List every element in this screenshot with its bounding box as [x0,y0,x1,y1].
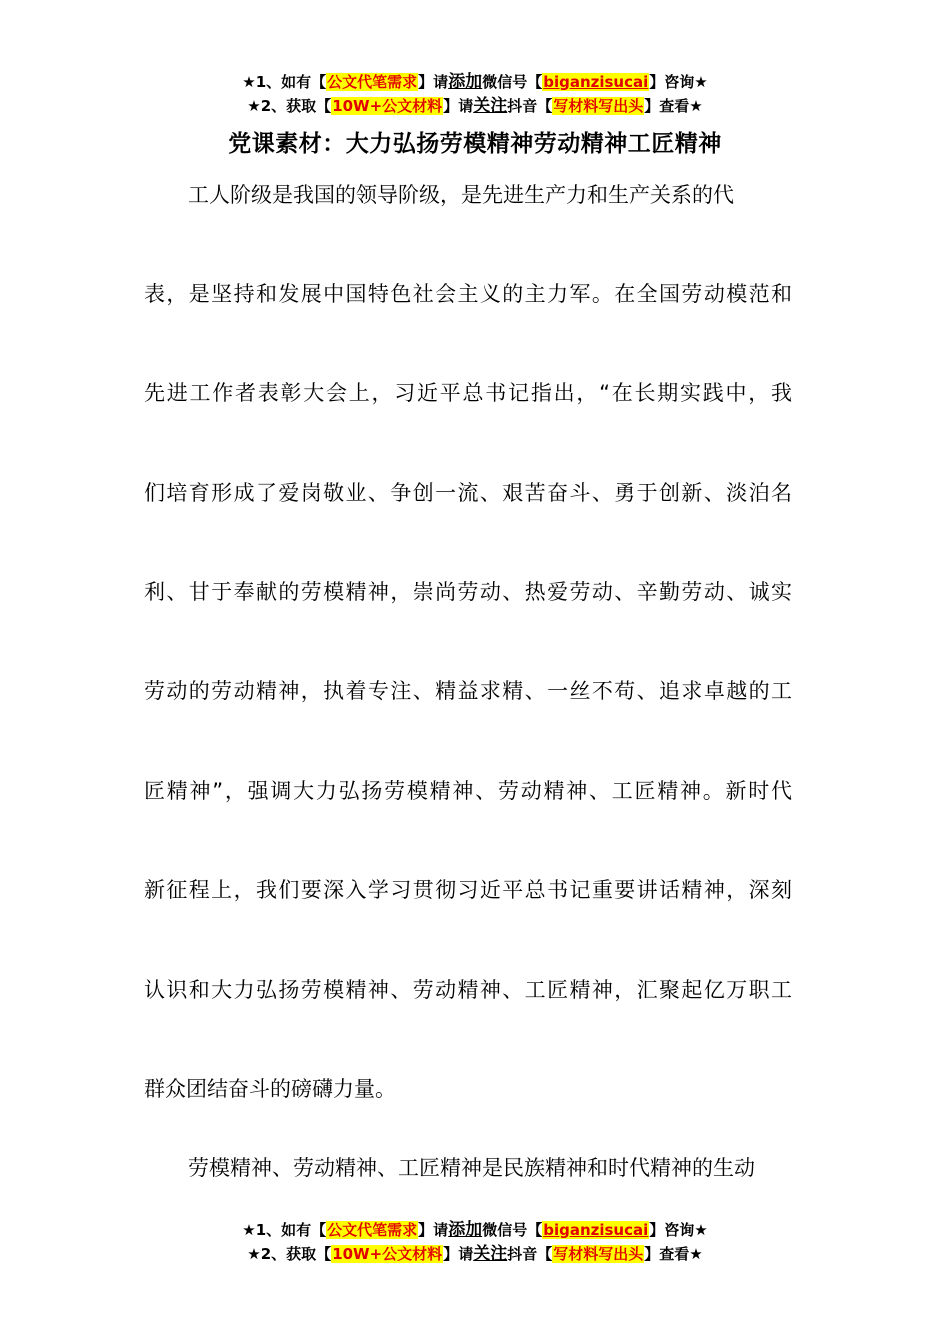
banner-text: 】请 [443,97,474,115]
text-line: 匠精神”，强调大力弘扬劳模精神、劳动精神、工匠精神。新时代 [144,779,792,803]
text-line: 认识和大力弘扬劳模精神、劳动精神、工匠精神，汇聚起亿万职工 [144,978,792,1002]
highlight-account: 写材料写出头 [553,1245,644,1263]
banner-text: 】咨询 [649,73,695,91]
banner-line-2 [0,1242,950,1266]
text-line: 先进工作者表彰大会上，习近平总书记指出，“在长期实践中，我 [144,381,792,405]
banner-text: 1、如有【 [255,1221,327,1239]
text-line: 新征程上，我们要深入学习贯彻习近平总书记重要讲话精神，深刻 [144,878,792,902]
text-line: 工人阶级是我国的领导阶级，是先进生产力和生产关系的代 [188,183,734,207]
banner-text: 抖音【 [507,1245,553,1263]
banner-line-2 [0,94,950,118]
banner-text: 抖音【 [507,97,553,115]
text-line: 劳模精神、劳动精神、工匠精神是民族精神和时代精神的生动 [188,1156,755,1180]
banner-text: 】请 [443,1245,474,1263]
banner-text: 2、获取【 [260,1245,332,1263]
document-title: 党课素材：大力弘扬劳模精神劳动精神工匠精神 [228,131,722,157]
banner-text: 】咨询 [649,1221,695,1239]
wechat-id-link[interactable]: biganzisucai [543,73,649,91]
highlight-materials: 10W+公文材料 [332,97,443,115]
banner-text: 】请 [418,1221,449,1239]
banner-line-1 [0,70,950,94]
star-icon: ★ [242,73,256,91]
star-icon: ★ [694,1221,708,1239]
star-icon: ★ [689,97,703,115]
banner-emphasis: 关注 [473,96,508,116]
banner-text: 微信号【 [482,1221,543,1239]
text-line: 劳动的劳动精神，执着专注、精益求精、一丝不苟、追求卓越的工 [144,679,792,703]
banner-emphasis: 添加 [448,1220,483,1240]
banner-text: 微信号【 [482,73,543,91]
banner-text: 2、获取【 [260,97,332,115]
text-line: 利、甘于奉献的劳模精神，崇尚劳动、热爱劳动、辛勤劳动、诚实 [144,580,792,604]
star-icon: ★ [694,73,708,91]
highlight-service: 公文代笔需求 [327,1221,418,1239]
wechat-id-link[interactable]: biganzisucai [543,1221,649,1239]
highlight-account: 写材料写出头 [553,97,644,115]
banner-emphasis: 添加 [448,72,483,92]
banner-text: 1、如有【 [255,73,327,91]
star-icon: ★ [247,97,261,115]
banner-text: 】查看 [644,1245,690,1263]
text-line: 表，是坚持和发展中国特色社会主义的主力军。在全国劳动模范和 [144,282,792,306]
highlight-service: 公文代笔需求 [327,73,418,91]
star-icon: ★ [247,1245,261,1263]
highlight-materials: 10W+公文材料 [332,1245,443,1263]
footer-banner [0,1218,950,1266]
banner-text: 】查看 [644,97,690,115]
banner-emphasis: 关注 [473,1244,508,1264]
banner-text: 】请 [418,73,449,91]
star-icon: ★ [689,1245,703,1263]
banner-line-1 [0,1218,950,1242]
text-line: 群众团结奋斗的磅礴力量。 [144,1077,396,1101]
text-line: 们培育形成了爱岗敬业、争创一流、艰苦奋斗、勇于创新、淡泊名 [144,481,792,505]
header-banner [0,70,950,118]
star-icon: ★ [242,1221,256,1239]
